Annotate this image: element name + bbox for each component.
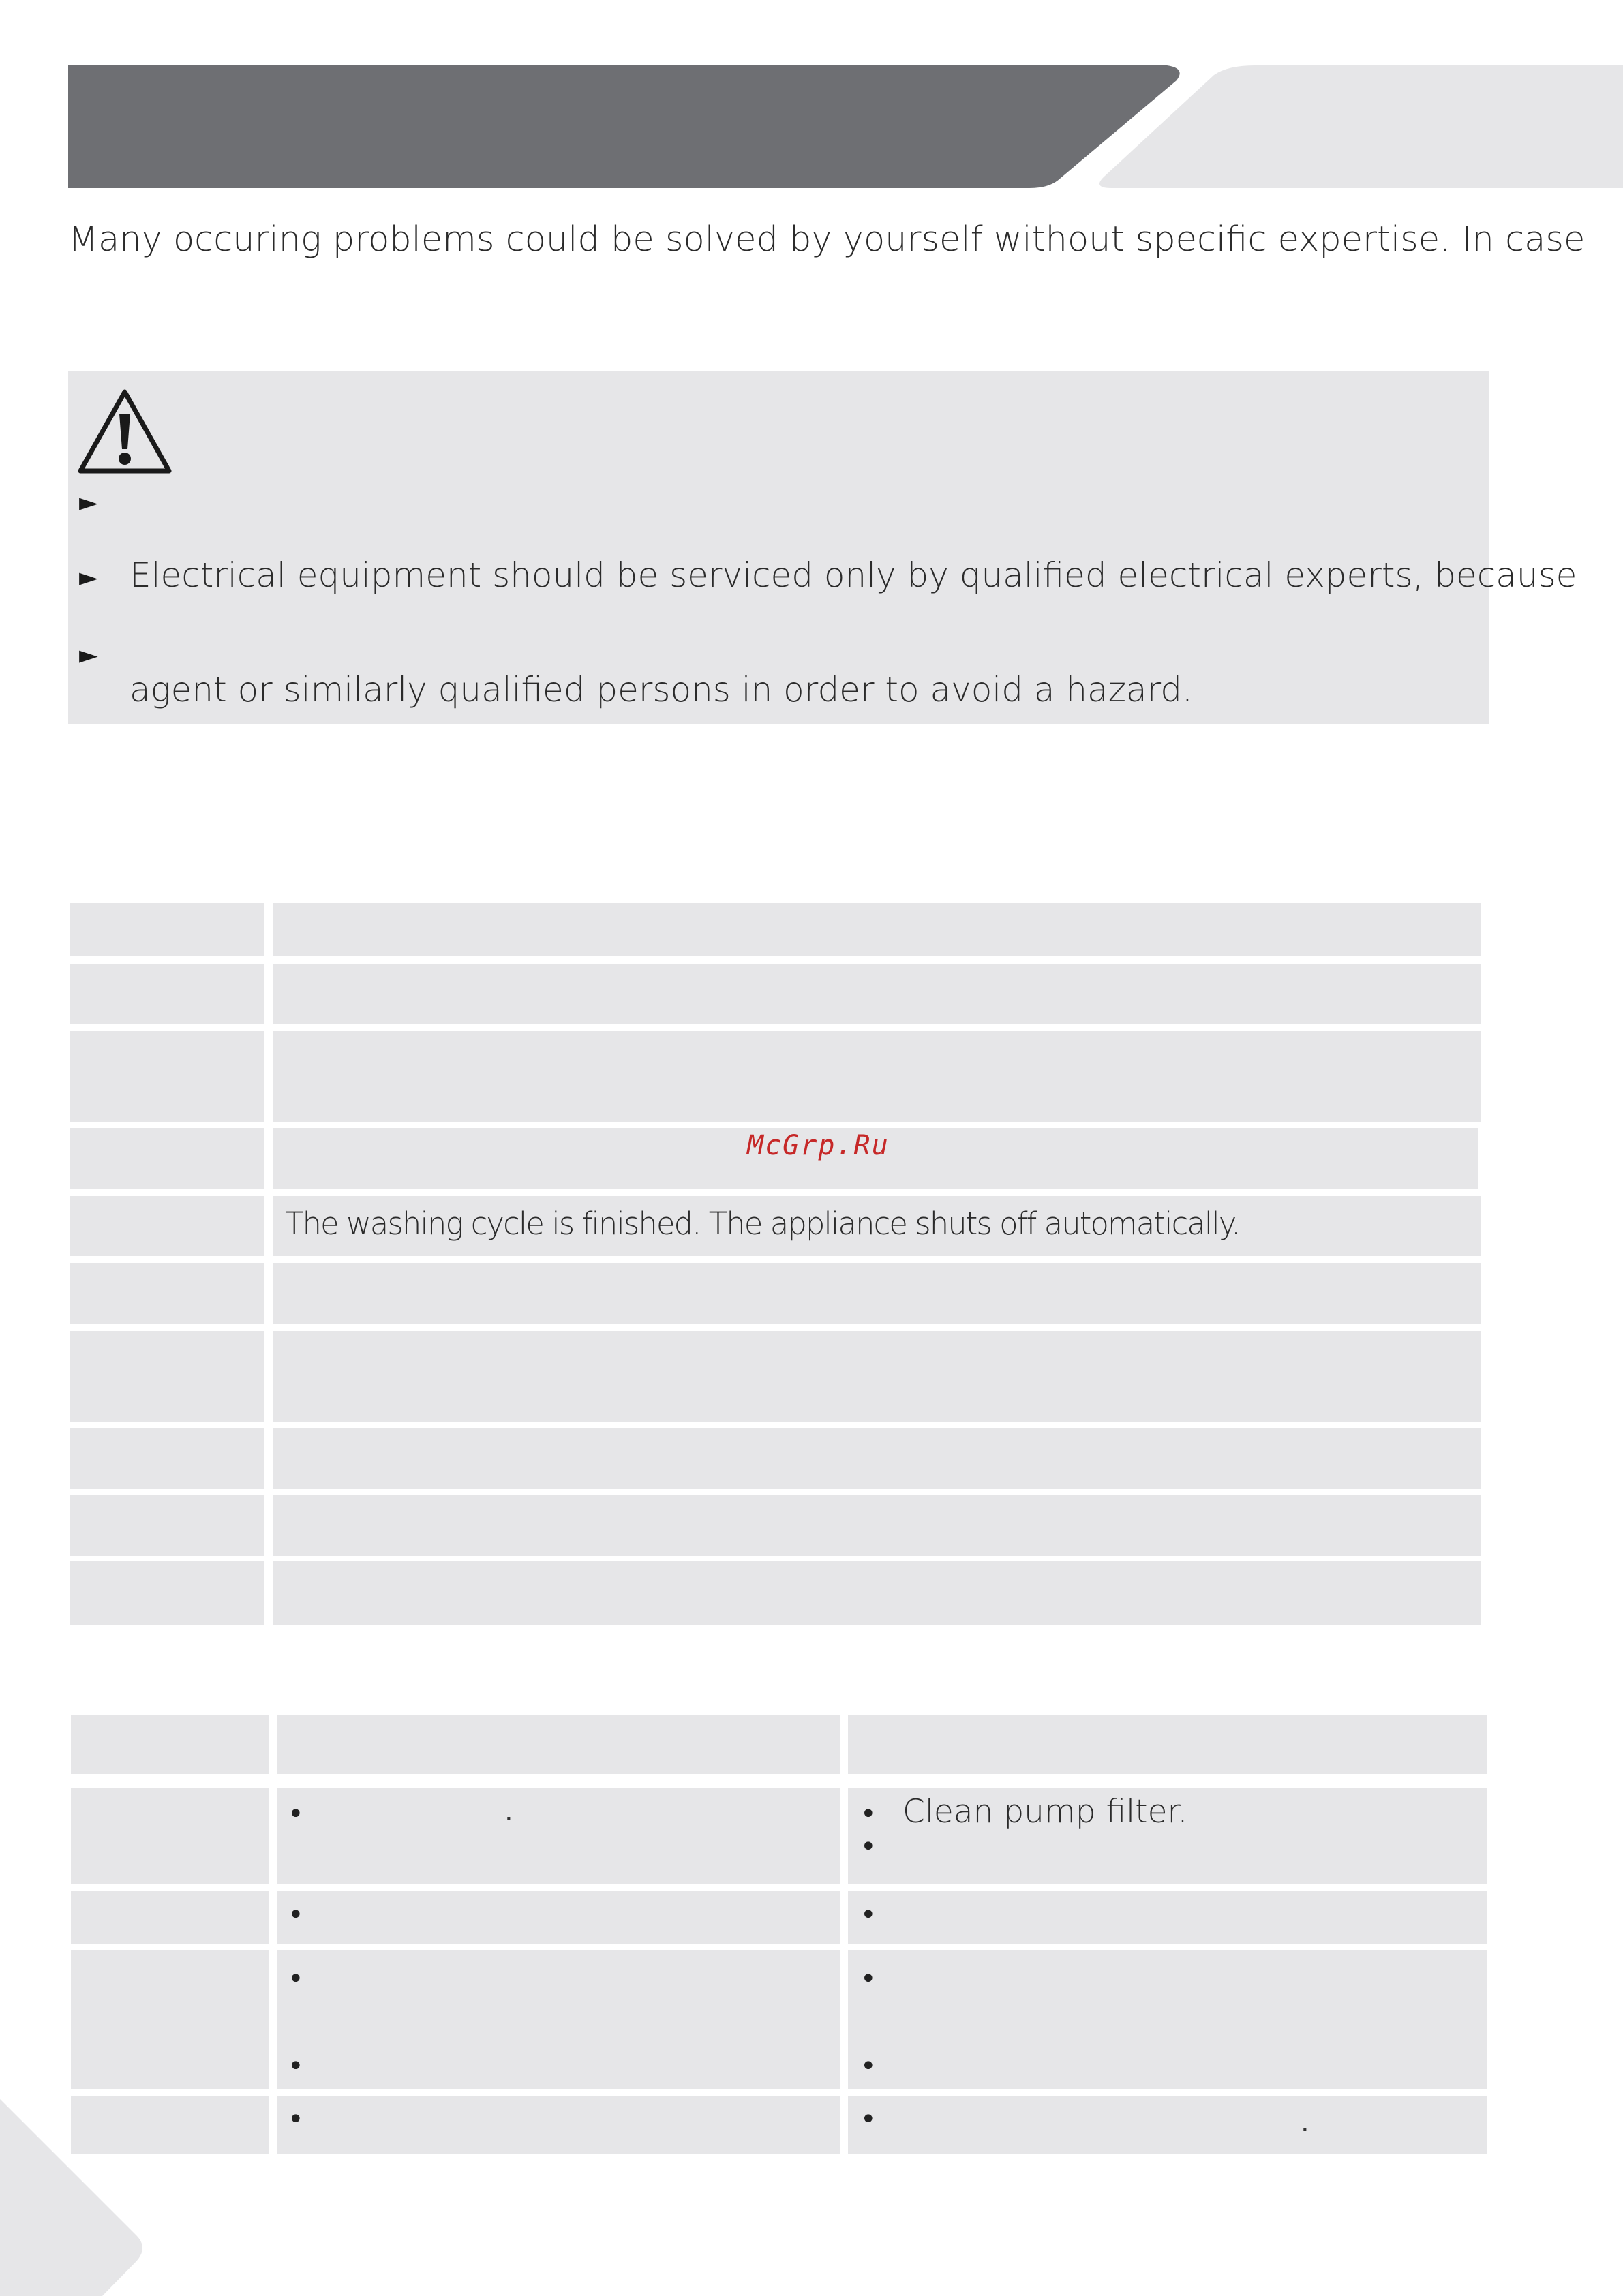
table-row: [277, 1788, 840, 1884]
table-row: [273, 1331, 1481, 1422]
table-row: [273, 964, 1481, 1024]
table-row: [70, 903, 264, 956]
solution-text: Clean pump filter.: [902, 1793, 1188, 1831]
table-row: [273, 1263, 1481, 1324]
table-row: [273, 903, 1481, 956]
table-row: [70, 1495, 264, 1556]
watermark-text: McGrp.Ru: [747, 1130, 890, 1161]
bullet-dot-icon: •: [288, 1963, 304, 1995]
bullet-dot-icon: •: [288, 2051, 304, 2082]
warning-box: [68, 371, 1577, 724]
bullet-dot-icon: •: [860, 1798, 877, 1830]
table-row: [848, 1950, 1487, 2089]
bullet-dot-icon: •: [288, 1798, 304, 1830]
intro-text: Many occuring problems could be solved by yourself without specific expertise. In case: [68, 219, 1586, 260]
table-header-problem: [71, 1715, 269, 1774]
display-description: The washing cycle is finished. The appliance shuts off automatically.: [285, 1206, 1240, 1242]
bullet-dot-icon: •: [860, 1831, 877, 1863]
solution-text: .: [1301, 2107, 1309, 2138]
warning-triangle-icon: [76, 386, 173, 476]
table-row: [273, 1561, 1481, 1625]
table-row: [71, 1891, 269, 1944]
bullet-arrow-icon: ►: [79, 641, 98, 669]
warning-item-2: Electrical equipment should be serviced only by qualified electrical experts, because: [130, 555, 1577, 595]
corner-decoration: [0, 2092, 157, 2296]
cause-text: .: [504, 1796, 513, 1827]
table-row: [273, 1495, 1481, 1556]
table-row: [70, 1196, 264, 1256]
table-row: [71, 1950, 269, 2089]
bullet-dot-icon: •: [860, 1963, 877, 1995]
table-row: [71, 1788, 269, 1884]
bullet-dot-icon: •: [860, 1899, 877, 1931]
table-row: [277, 2096, 840, 2154]
table-row: [848, 1788, 1487, 1884]
warning-item-3-continuation: agent or similarly qualified persons in order to avoid a hazard.: [130, 670, 1193, 709]
table-row: [277, 1891, 840, 1944]
table-row: [70, 1128, 264, 1189]
bullet-arrow-icon: ►: [79, 564, 98, 592]
table-row: [273, 1031, 1481, 1122]
bullet-dot-icon: •: [288, 1899, 304, 1931]
table-row: [273, 1196, 1481, 1256]
table-row: [70, 1263, 264, 1324]
table-header-cause: [277, 1715, 840, 1774]
bullet-dot-icon: •: [288, 2104, 304, 2135]
table-row: [70, 1331, 264, 1422]
bullet-dot-icon: •: [860, 2051, 877, 2082]
table-row: [70, 1428, 264, 1489]
table-row: [70, 1561, 264, 1625]
bullet-dot-icon: •: [860, 2104, 877, 2135]
table-row: [70, 1031, 264, 1122]
header-tab: [1091, 0, 1623, 198]
header-bar: [0, 0, 1200, 198]
table-row: [848, 1891, 1487, 1944]
table-row: [277, 1950, 840, 2089]
table-row: [848, 2096, 1487, 2154]
table-row: [273, 1428, 1481, 1489]
table-row: [70, 964, 264, 1024]
table-header-solution: [848, 1715, 1487, 1774]
bullet-arrow-icon: ►: [79, 489, 98, 517]
